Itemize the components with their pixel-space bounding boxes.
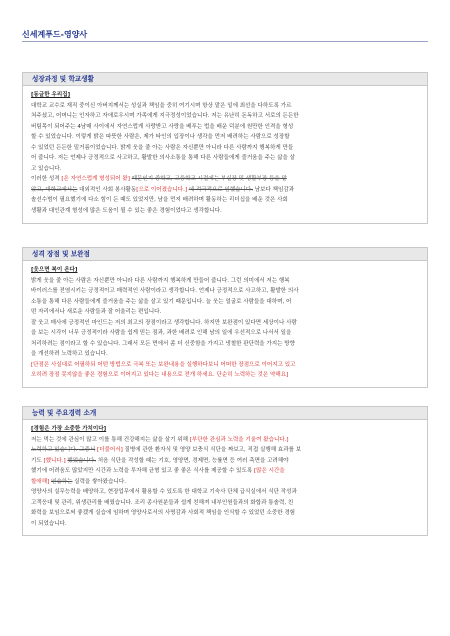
paragraph-line	[31, 276, 419, 287]
paragraph-line	[31, 174, 419, 185]
body-text: 밝게 웃을 줄 아는 사람은 자신뿐만 아니라 다른 사람까지 행복하게 만들어 줍니다. 그런 의미에서 저는 행복	[31, 277, 290, 284]
body-text: 바이러스를 전염시키는 긍정적이고 매력적인 사람이라고 생각합니다. 언제나 긍정적으로 사고하고, 활발한 의사	[31, 288, 299, 295]
title-divider	[22, 41, 428, 42]
paragraph-line	[31, 370, 419, 381]
paragraph-line	[31, 307, 419, 318]
section-subtitle: [웃으면 복이 온다]	[31, 267, 78, 273]
section-paragraph	[31, 101, 419, 217]
body-text: 영양사의 실무능력을 배양하고, 현장업무에서 활용할 수 있도록 한 대학교 기숙사 단체 급식실에서 식단 작성과	[31, 489, 297, 496]
edit-comment: [많은 시간을	[253, 468, 285, 475]
paragraph-line	[31, 101, 419, 112]
section-header-career: 능력 및 주요경력 소개	[22, 406, 428, 420]
body-text: 남보다 책임감과	[253, 186, 295, 193]
body-text: 고 있습니다.	[31, 165, 62, 172]
body-text: 소통을 통해 다른 사람들에게 즐거움을 주는 삶을 살고 있기 때문입니다. 늘 웃는 얼굴로 사람들을 대하며, 어	[31, 298, 292, 305]
body-text: 대외적인 사회 봉사활동	[77, 186, 137, 193]
paragraph-line	[31, 318, 419, 329]
paragraph-line	[31, 143, 419, 154]
section-paragraph	[31, 435, 419, 530]
body-text: 떤 자리에서나 새로운 사람들과 잘 어울리는 편입니다.	[31, 309, 162, 316]
body-text: 을 개선하려 노력하고 있습니다.	[31, 351, 108, 358]
body-text: 생활과 대인관계 형성에 많은 도움이 될 수 있는 좋은 경험이었다고 생각합니다.	[31, 208, 222, 215]
body-text: 고객응대 및 관리, 위생관리를 배웠습니다. 조리 종사원분들과 쉽게 친해져 내부인원들과의 화합과 통솔력, 친	[31, 499, 294, 506]
body-text: 실력을 쌓아왔습니다.	[72, 478, 126, 485]
body-text: 수 있었던 든든한 밑거름이었습니다. 밝게 웃을 줄 아는 사람은 자신뿐만 아니라 다른 사람까지 행복하게 만들	[31, 144, 294, 151]
section-body-personality	[22, 261, 428, 388]
section-subtitle: [동글한 우리집]	[31, 92, 71, 98]
body-text: 쳐주셨고, 어머니는 인자하고 자애로우시며 가족에게 지극정성이었습니다. 저는 유난히 돈독하고 서로의 든든한	[31, 113, 299, 120]
paragraph-line	[31, 111, 419, 122]
document-title: 신세계푸드-영양사	[22, 30, 88, 39]
body-text: 할 수 있었습니다. 이렇게 밝은 따뜻한 사람은, 제가 타인의 입장이나 생각을 먼저 배려하는 사람으로 성장할	[31, 134, 290, 141]
body-text: 처음 식단을 작성할 때는 기호, 영양면, 경제면, 능률면 등 여러 측면을 고려해야	[95, 457, 289, 464]
edit-comment: [은 자연스럽게 형성되어 왔]	[61, 176, 130, 183]
body-text: 대학교 교수로 재직 중이신 아버지께서는 성실과 책임을 중히 여기시며 항상 맡은 일에 최선을 다하도록 가르	[31, 102, 292, 109]
paragraph-line	[31, 498, 419, 509]
paragraph-line	[31, 132, 419, 143]
body-text: 했기에 어려움도 많았지만 시간과 노력을 투자해 균형 있고 좋 좋은 식사를 제공할 수 있도록	[31, 468, 254, 475]
body-text: 을 보는 시각이 너무 긍정적이라 사람을 쉽게 믿는 점과, 과한 배려로 인해 남의 일에 우선적으로 나서서 일을	[31, 330, 292, 337]
body-text: 잘 웃고 매사에 긍정적인 마인드는 저의 최고의 장점이라고 생각합니다. 하지만 보완점이 있다면 세상이나 사람	[31, 319, 297, 326]
paragraph-line	[31, 206, 419, 217]
paragraph-line	[31, 349, 419, 360]
paragraph-line	[31, 508, 419, 519]
edit-comment: [단점은 사실대로 어필하되 어떤 방법으로 극복 또는 보완내용을 실행하다보니 어떠한 장점으로 이어지고 있고	[31, 361, 296, 368]
edit-comment: 할애해]	[31, 478, 50, 485]
body-text: 저는 먹는 것에 관심이 많고 이를 통해 건강해지는 삶을 살기 위해	[31, 436, 190, 443]
paragraph-line	[31, 487, 419, 498]
edit-comment: 오히려 장점 못지않을 좋은 경험으로 이어지고 있다는 내용으로 전개 하세요. 단순히 노력하는 것은 약해요]	[31, 372, 289, 379]
section-body-career	[22, 420, 428, 536]
body-text: 기도	[31, 457, 44, 464]
section-header-growth: 성장과정 및 학교생활	[22, 72, 428, 86]
body-text: 버팀목이 되어주는 4남매 사이에서 자연스럽게 사랑받고 사랑을 베푸는 법을 배운 덕분에 원만한 인격을 형성	[31, 123, 294, 130]
paragraph-line	[31, 185, 419, 196]
section-body-growth	[22, 86, 428, 224]
paragraph-line	[31, 195, 419, 206]
body-text: 이 되었습니다.	[31, 520, 67, 527]
body-text: 솔선수범이 필요했기에 다소 힘이 든 때도 있었지만, 남을 먼저 배려하며 활동하는 리더십을 배운 것은 사회	[31, 197, 288, 204]
paragraph-line	[31, 519, 419, 530]
section-subtitle: [경험은 가장 소중한 가치이다]	[31, 426, 107, 432]
paragraph-line	[31, 339, 419, 350]
paragraph-line	[31, 153, 419, 164]
struck-text: 았고, 대학교에서는	[31, 186, 78, 193]
paragraph-line	[31, 164, 419, 175]
struck-text: 노력하고 있습니다. 그중서	[31, 447, 96, 454]
paragraph-line	[31, 360, 419, 371]
body-text: 처리하려는 점이라고 할 수 있습니다. 그래서 모든 면에서 좀 더 신중함을 가지고 냉철한 판단력을 가지는 방향	[31, 340, 295, 347]
body-text: 어 줍니다. 저는 언제나 긍정적으로 사고하고, 활발한 의사소통을 통해 다른 사람들에게 즐거움을 주는 삶을 살	[31, 155, 295, 162]
body-text: 이러한 성격	[31, 176, 62, 183]
edit-comment: [부단한 관심과 노력을 기울여 왔습니다.]	[189, 436, 289, 443]
section-header-personality: 성격 장점 및 보완점	[22, 247, 428, 261]
paragraph-line	[31, 435, 419, 446]
paragraph-line	[31, 456, 419, 467]
section-paragraph	[31, 276, 419, 381]
struck-text: 했었습니다.	[67, 457, 96, 464]
struck-text: 연습하는	[51, 478, 73, 485]
body-text: 질병에 관한 환자식 및 영양 보충식 식단을 짜보고, 직접 실행해 효과를 보	[122, 447, 302, 454]
struck-text: 에 적극적으로 임했습니다.	[188, 186, 254, 193]
paragraph-line	[31, 328, 419, 339]
paragraph-line	[31, 122, 419, 133]
body-text: 화력을 보임으로써 좋겠게 실습에 임하며 영양사로서의 사명감과 사회적 책임을 인식할 수 있었던 소중한 경험	[31, 510, 296, 517]
paragraph-line	[31, 477, 419, 488]
edit-comment: [했니다.]	[43, 457, 66, 464]
struck-text: 때문인지 중학교, 고등학교 시절에는 부실장 및 생활부장 등을 맡	[131, 176, 287, 183]
paragraph-line	[31, 286, 419, 297]
paragraph-line	[31, 297, 419, 308]
paragraph-line	[31, 445, 419, 456]
edit-comment: [더불어서]	[97, 447, 123, 454]
edit-comment: [으로 이어졌습니다.]	[136, 186, 188, 193]
paragraph-line	[31, 466, 419, 477]
